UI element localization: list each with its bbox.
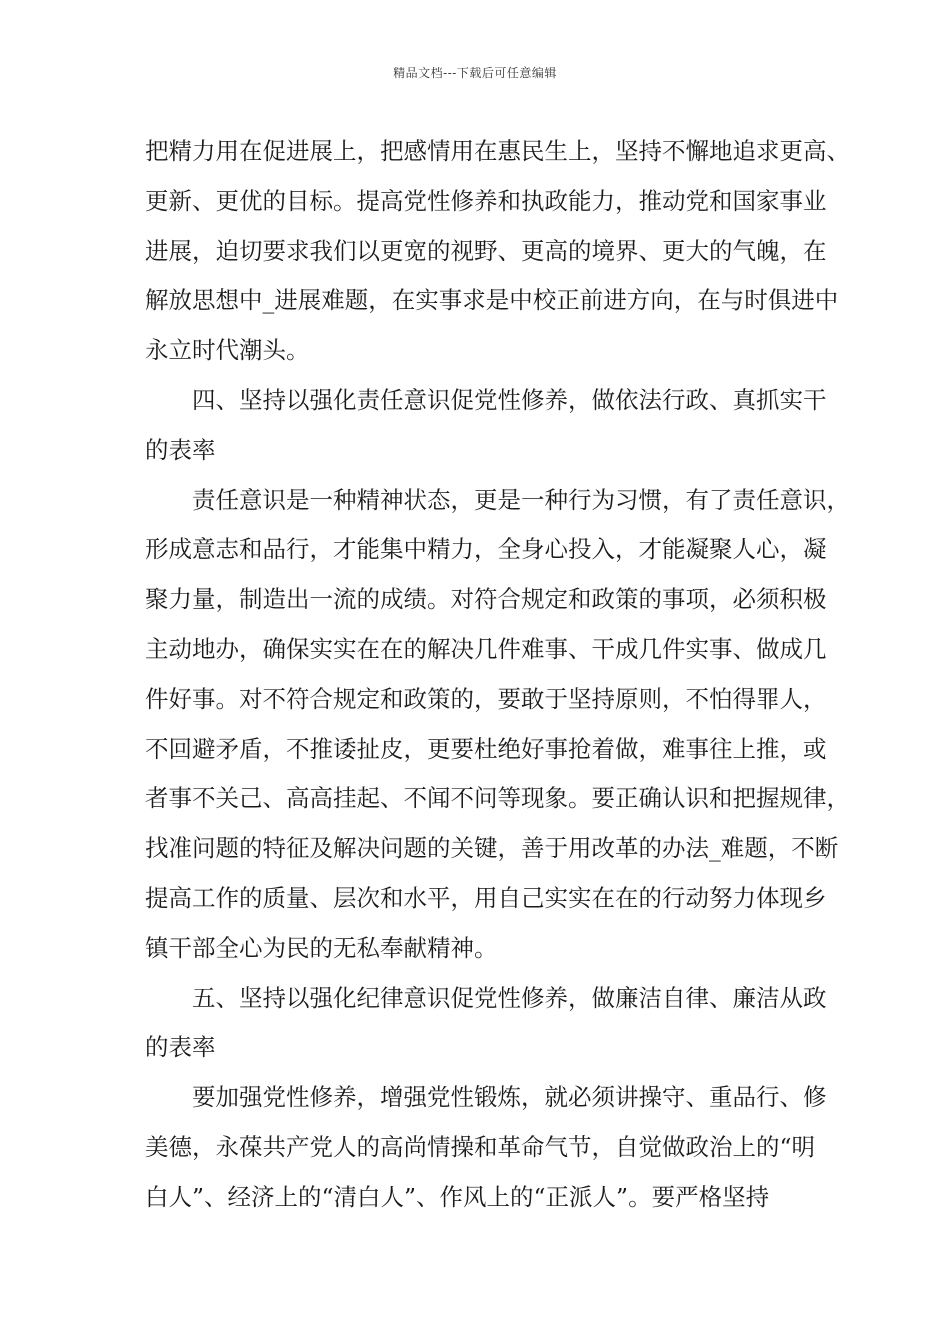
text-line: 主动地办，确保实实在在的解决几件难事、干成几件实事、做成几	[145, 634, 827, 663]
text-line: 不回避矛盾，不推诿扯皮，更要杜绝好事抢着做，难事往上推，或	[145, 734, 827, 763]
text-line: 找准问题的特征及解决问题的关键，善于用改革的办法_难题，不断	[145, 834, 839, 863]
text-line: 者事不关己、高高挂起、不闻不问等现象。要正确认识和把握规律，	[145, 784, 850, 813]
text-line: 聚力量，制造出一流的成绩。对符合规定和政策的事项，必须积极	[145, 585, 827, 614]
text-line: 解放思想中_进展难题，在实事求是中校正前进方向，在与时俱进中	[145, 286, 839, 315]
section-heading-four-cont: 的表率	[145, 435, 216, 464]
section-heading-five-cont: 的表率	[145, 1033, 216, 1062]
page-header: 精品文档---下载后可任意编辑	[393, 66, 557, 80]
text-line: 进展，迫切要求我们以更宽的视野、更高的境界、更大的气魄，在	[145, 236, 827, 265]
section-heading-five: 五、坚持以强化纪律意识促党性修养，做廉洁自律、廉洁从政	[192, 983, 827, 1012]
section-heading-four: 四、坚持以强化责任意识促党性修养，做依法行政、真抓实干	[192, 385, 827, 414]
text-line: 镇干部全心为民的无私奉献精神。	[145, 933, 498, 962]
text-line: 责任意识是一种精神状态，更是一种行为习惯，有了责任意识，	[192, 485, 850, 514]
text-line: 美德，永葆共产党人的高尚情操和革命气节，自觉做政治上的“明	[145, 1132, 816, 1161]
document-body	[145, 127, 850, 1223]
text-line: 形成意志和品行，才能集中精力，全身心投入，才能凝聚人心，凝	[145, 535, 827, 564]
text-line: 提高工作的质量、层次和水平，用自己实实在在的行动努力体现乡	[145, 883, 827, 912]
text-line: 要加强党性修养，增强党性锻炼，就必须讲操守、重品行、修	[192, 1083, 827, 1112]
text-line: 件好事。对不符合规定和政策的，要敢于坚持原则，不怕得罪人，	[145, 684, 827, 713]
text-line: 白人”、经济上的“清白人”、作风上的“正派人”。要严格坚持	[145, 1182, 770, 1211]
text-line: 永立时代潮头。	[145, 336, 310, 365]
text-line: 更新、更优的目标。提高党性修养和执政能力，推动党和国家事业	[145, 186, 827, 215]
text-line: 把精力用在促进展上，把感情用在惠民生上，坚持不懈地追求更高、	[145, 137, 850, 165]
